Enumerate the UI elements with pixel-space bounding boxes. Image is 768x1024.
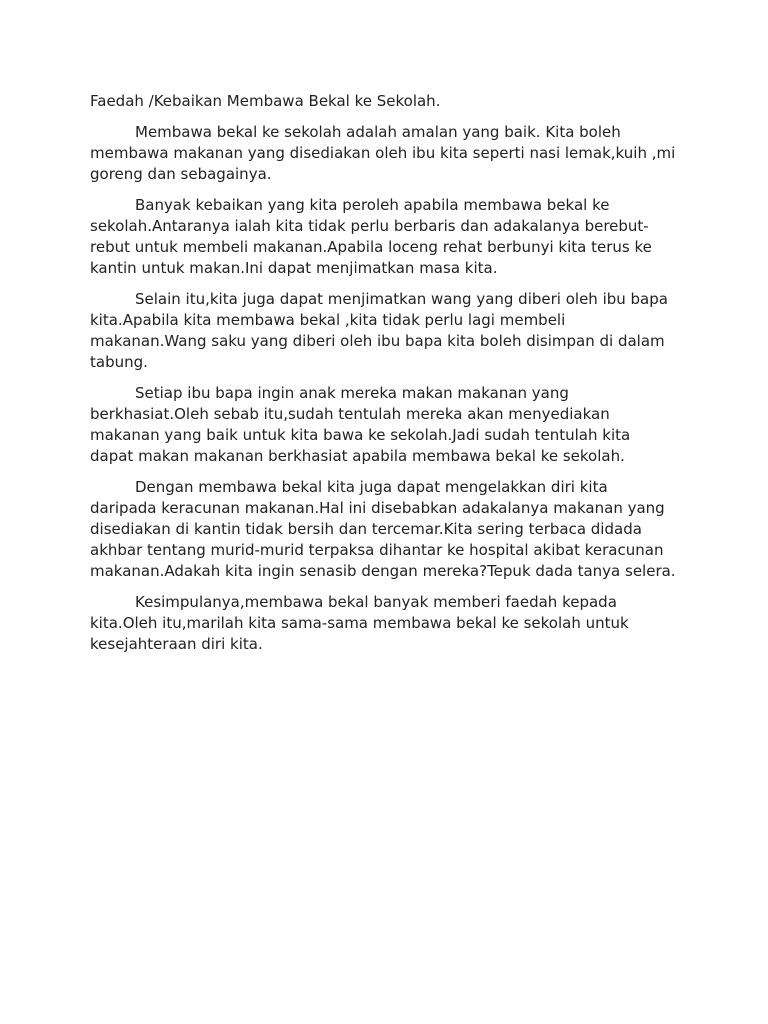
paragraph-intro: Membawa bekal ke sekolah adalah amalan yang baik. Kita boleh membawa makanan yang disediakan oleh ibu kita seperti nasi lemak,kuih ,mi goreng dan sebagainya. [90,123,676,183]
paragraph-conclusion: Kesimpulanya,membawa bekal banyak memberi faedah kepada kita.Oleh itu,marilah kita sama-sama membawa bekal ke sekolah untuk kesejahteraan diri kita. [90,593,629,653]
paragraph-2: Banyak kebaikan yang kita peroleh apabila membawa bekal ke sekolah.Antaranya ialah kita tidak perlu berbaris dan adakalanya berebut-rebut untuk membeli makanan.Apabila loceng rehat berbunyi kita terus ke kantin untuk makan.Ini dapat menjimatkan masa kita. [90,196,652,277]
paragraph-5: Dengan membawa bekal kita juga dapat mengelakkan diri kita daripada keracunan makanan.Hal ini disebabkan adakalanya makanan yang disediakan di kantin tidak bersih dan tercemar.Kita sering terbaca didada akhbar tentang murid-murid terpaksa dihantar ke hospital akibat keracunan makanan.Adakah kita ingin senasib dengan mereka?Tepuk dada tanya selera. [90,478,676,580]
document-title: Faedah /Kebaikan Membawa Bekal ke Sekolah. [90,92,441,110]
paragraph-3: Selain itu,kita juga dapat menjimatkan wang yang diberi oleh ibu bapa kita.Apabila kita membawa bekal ,kita tidak perlu lagi membeli makanan.Wang saku yang diberi oleh ibu bapa kita boleh disimpan di dalam tabung. [90,290,668,371]
paragraph-4: Setiap ibu bapa ingin anak mereka makan makanan yang berkhasiat.Oleh sebab itu,sudah tentulah mereka akan menyediakan makanan yang baik untuk kita bawa ke sekolah.Jadi sudah tentulah kita dapat makan makanan berkhasiat apabila membawa bekal ke sekolah. [90,384,631,465]
document-body [90,122,678,655]
